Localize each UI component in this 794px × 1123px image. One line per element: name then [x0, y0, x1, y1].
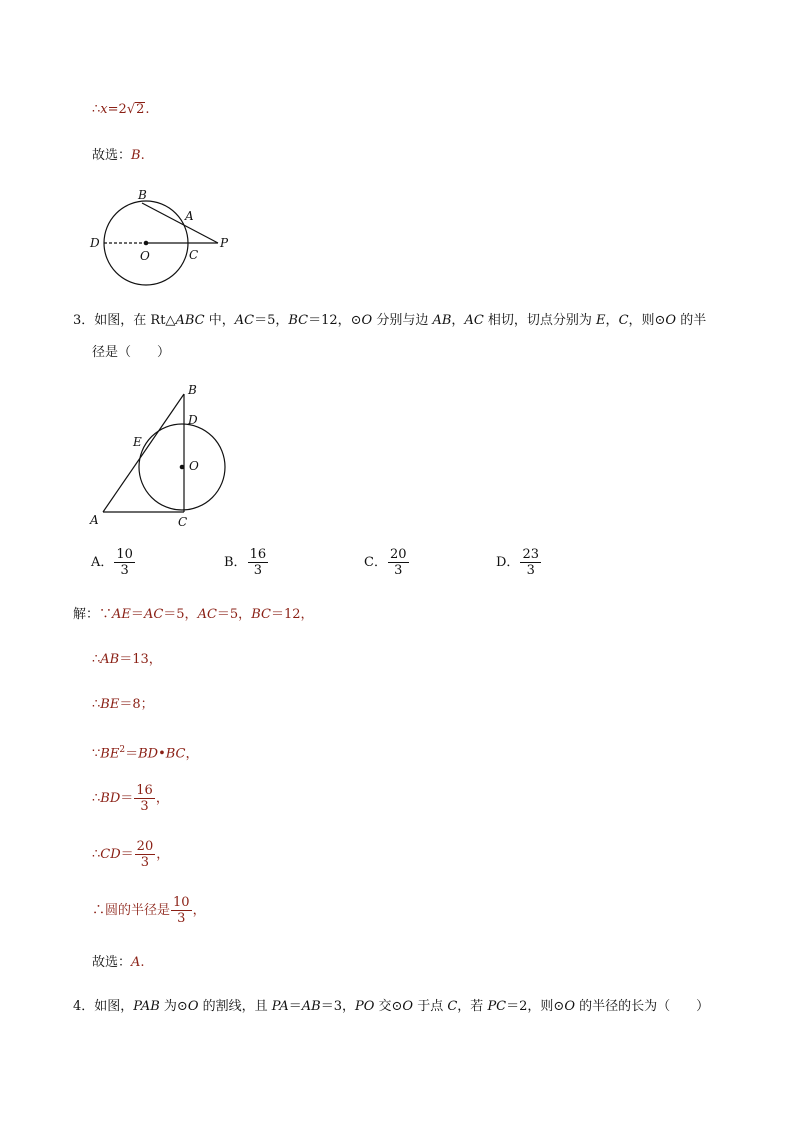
q4-stem: 4．如图，PAB 为⊙O 的割线，且 PA＝AB＝3，PO 交⊙O 于点 C，若 PC＝2，则⊙O 的半径的长为（ ） — [73, 999, 710, 1014]
secant-bp — [142, 203, 218, 243]
solution-line-6: ∴CD＝ $\frac{20}{3}$ ， — [92, 839, 170, 870]
label-c: C — [189, 248, 199, 262]
answer-x-line: ∴x=2√2. — [92, 102, 150, 117]
fraction-cd: $\frac{20}{3}$ — [136, 839, 154, 870]
option-d-fraction: $\frac{23}{3}$ — [522, 547, 539, 578]
center-point — [180, 465, 185, 470]
q3-stem-line1: 3．如图，在 Rt△ABC 中，AC＝5，BC＝12，⊙O 分别与边 AB，AC 相切，切点分别为 E，C，则⊙O 的半 — [73, 313, 707, 328]
option-c[interactable]: C． $\frac{20}{3}$ — [364, 547, 407, 578]
option-b[interactable]: B． $\frac{16}{3}$ — [224, 547, 267, 578]
option-a[interactable]: A． $\frac{10}{3}$ — [91, 547, 133, 578]
label-a: A — [90, 513, 99, 527]
fraction-bd: $\frac{16}{3}$ — [136, 783, 153, 814]
option-c-fraction: $\frac{20}{3}$ — [389, 547, 407, 578]
label-o: O — [189, 459, 199, 473]
label-c: C — [178, 515, 188, 529]
solution-line-7: ∴圆的半径是 $\frac{10}{3}$ ， — [92, 895, 206, 926]
option-d[interactable]: D． $\frac{23}{3}$ — [496, 547, 539, 578]
center-point — [144, 241, 149, 246]
solution-line-2: ∴AB＝13， — [92, 652, 162, 667]
label-b: B — [188, 383, 197, 397]
figure-triangle-circle — [85, 378, 245, 533]
solution-choice-line: 故选：A. — [92, 955, 145, 970]
label-e: E — [133, 435, 142, 449]
figure-secant-circle — [85, 182, 245, 292]
option-a-fraction: $\frac{10}{3}$ — [116, 547, 133, 578]
solution-line-3: ∴BE＝8； — [92, 697, 154, 712]
solution-line-4: $\because BE^2=BD•BC$， — [92, 745, 199, 762]
label-o: O — [140, 249, 150, 263]
label-d: D — [90, 236, 100, 250]
label-p: P — [220, 236, 229, 250]
option-b-fraction: $\frac{16}{3}$ — [249, 547, 267, 578]
q3-stem-line2: 径是（ ） — [92, 345, 171, 360]
solution-line-5: ∴BD＝ $\frac{16}{3}$ ， — [92, 783, 169, 814]
prev-choice-line: 故选：B. — [92, 148, 145, 163]
side-ab — [103, 394, 184, 512]
label-b: B — [138, 188, 147, 202]
solution-line-1: 解：∵AE＝AC＝5，AC＝5，BC＝12， — [73, 607, 314, 622]
fraction-radius: $\frac{10}{3}$ — [173, 895, 190, 926]
label-d: D — [188, 413, 198, 427]
label-a: A — [185, 209, 194, 223]
